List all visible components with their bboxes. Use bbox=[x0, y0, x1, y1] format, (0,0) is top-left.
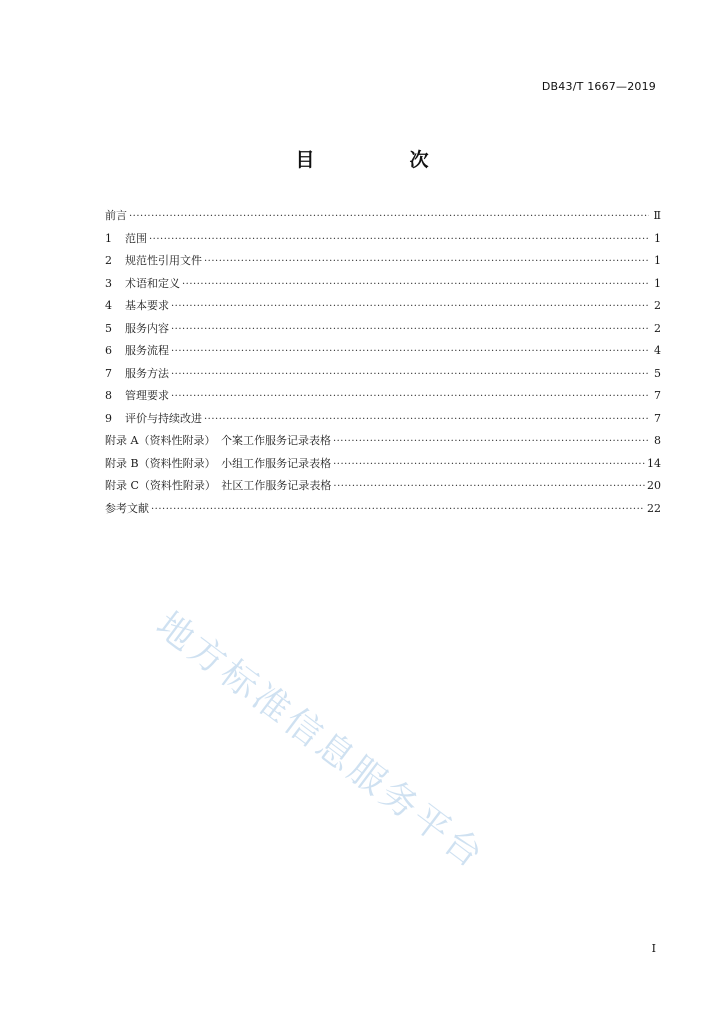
table-of-contents bbox=[105, 205, 661, 520]
toc-page-number: 1 bbox=[654, 231, 661, 245]
toc-entry-9[interactable] bbox=[105, 408, 661, 431]
dot-leader bbox=[204, 409, 649, 432]
toc-entry-5[interactable] bbox=[105, 318, 661, 341]
toc-title: 评价与持续改进 bbox=[125, 411, 202, 425]
dot-leader bbox=[171, 319, 649, 342]
toc-title: 管理要求 bbox=[125, 389, 169, 402]
toc-entry-1[interactable] bbox=[105, 228, 661, 251]
toc-entry-foreword[interactable] bbox=[105, 205, 661, 228]
toc-title: 服务方法 bbox=[125, 366, 169, 380]
toc-title: 规范性引用文件 bbox=[125, 254, 202, 267]
toc-title: 参考文献 bbox=[105, 501, 149, 515]
dot-leader bbox=[129, 206, 649, 229]
toc-entry-appendix-b[interactable] bbox=[105, 453, 661, 476]
footer-page-number: I bbox=[651, 942, 656, 955]
dot-leader bbox=[333, 454, 645, 477]
watermark: 地方标准信息服务平台 bbox=[148, 604, 493, 878]
toc-title: 服务内容 bbox=[125, 321, 169, 335]
page-title: 目 次 bbox=[295, 149, 467, 171]
toc-title: 附录 C（资料性附录） 社区工作服务记录表格 bbox=[105, 479, 332, 492]
toc-page-number: 7 bbox=[654, 389, 661, 402]
toc-number: 5 bbox=[105, 321, 112, 335]
toc-page-number: 20 bbox=[647, 479, 661, 492]
toc-number: 1 bbox=[105, 231, 112, 245]
toc-entry-appendix-a[interactable] bbox=[105, 430, 661, 453]
toc-title: 附录 B（资料性附录） 小组工作服务记录表格 bbox=[105, 456, 332, 470]
dot-leader bbox=[149, 229, 649, 252]
toc-page-number: 2 bbox=[654, 299, 661, 312]
dot-leader bbox=[151, 499, 645, 522]
toc-entry-7[interactable] bbox=[105, 363, 661, 386]
dot-leader bbox=[171, 364, 649, 387]
toc-entry-8[interactable] bbox=[105, 385, 661, 408]
toc-number: 3 bbox=[105, 276, 112, 290]
toc-title: 服务流程 bbox=[125, 344, 169, 357]
dot-leader bbox=[333, 431, 649, 454]
dot-leader bbox=[171, 341, 649, 364]
toc-title: 前言 bbox=[105, 209, 127, 222]
toc-title: 术语和定义 bbox=[125, 276, 180, 290]
toc-page-number: 8 bbox=[654, 434, 661, 447]
toc-page-number: 5 bbox=[654, 366, 661, 380]
toc-entry-4[interactable] bbox=[105, 295, 661, 318]
toc-number: 9 bbox=[105, 411, 112, 425]
toc-page-number: 7 bbox=[654, 411, 661, 425]
toc-number: 6 bbox=[105, 344, 112, 357]
dot-leader bbox=[182, 274, 649, 297]
toc-page-number: Ⅱ bbox=[653, 209, 661, 222]
toc-page-number: 22 bbox=[647, 501, 661, 515]
toc-title: 基本要求 bbox=[125, 299, 169, 312]
dot-leader bbox=[171, 296, 649, 319]
dot-leader bbox=[333, 476, 645, 499]
toc-page-number: 1 bbox=[654, 254, 661, 267]
standard-code: DB43/T 1667—2019 bbox=[541, 80, 656, 93]
dot-leader bbox=[171, 386, 649, 409]
toc-number: 8 bbox=[105, 389, 112, 402]
toc-entry-3[interactable] bbox=[105, 273, 661, 296]
toc-title: 范围 bbox=[125, 231, 147, 245]
dot-leader bbox=[204, 251, 649, 274]
toc-entry-2[interactable] bbox=[105, 250, 661, 273]
toc-entry-appendix-c[interactable] bbox=[105, 475, 661, 498]
toc-page-number: 1 bbox=[654, 276, 661, 290]
toc-number: 2 bbox=[105, 254, 112, 267]
toc-page-number: 4 bbox=[654, 344, 661, 357]
toc-entry-bibliography[interactable] bbox=[105, 498, 661, 521]
toc-entry-6[interactable] bbox=[105, 340, 661, 363]
toc-page-number: 2 bbox=[654, 321, 661, 335]
toc-title: 附录 A（资料性附录） 个案工作服务记录表格 bbox=[105, 434, 331, 447]
toc-number: 7 bbox=[105, 366, 112, 380]
toc-number: 4 bbox=[105, 299, 112, 312]
toc-page-number: 14 bbox=[647, 456, 661, 470]
